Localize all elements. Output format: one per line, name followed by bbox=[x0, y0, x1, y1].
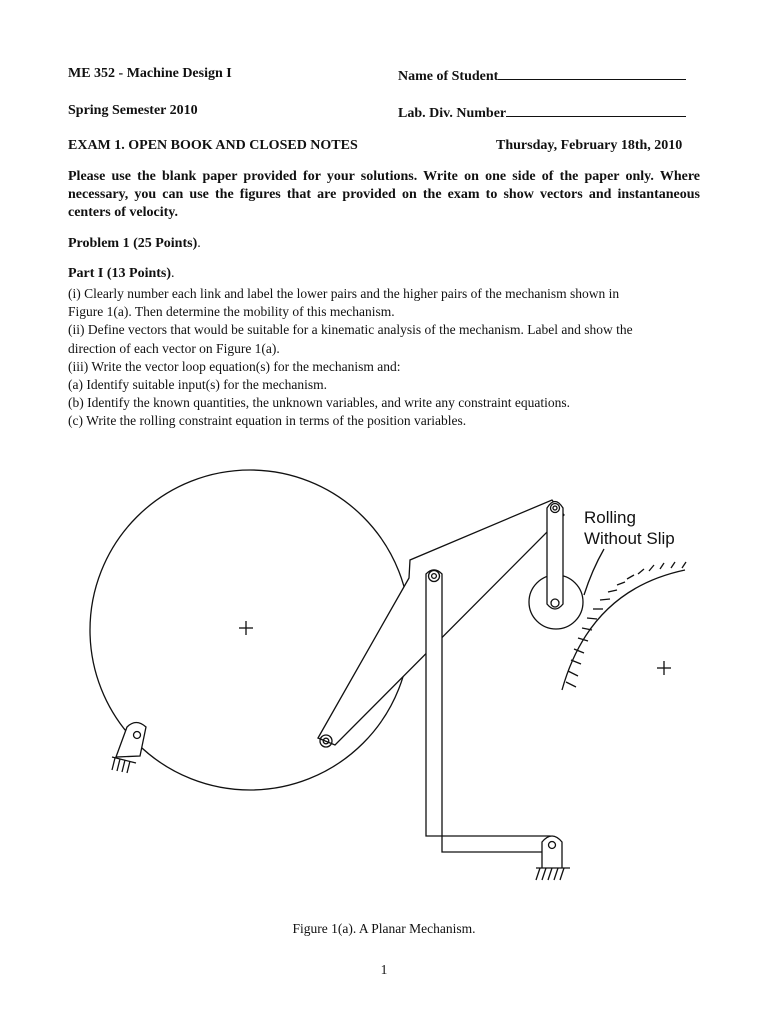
problem-title: Problem 1 (25 Points) bbox=[68, 236, 198, 251]
label-pointer bbox=[584, 549, 604, 595]
rolling-label-line1: Rolling bbox=[584, 508, 636, 527]
exam-title: EXAM 1. OPEN BOOK AND CLOSED NOTES bbox=[68, 138, 358, 153]
question-line: Figure 1(a). Then determine the mobility of this mechanism. bbox=[68, 304, 395, 320]
rolling-label-line2: Without Slip bbox=[584, 529, 675, 548]
curved-ground-surface bbox=[562, 562, 686, 690]
part-title: Part I (13 Points) bbox=[68, 266, 172, 281]
question-line: (ii) Define vectors that would be suitable for a kinematic analysis of the mechanism. Label and show the bbox=[68, 322, 633, 338]
part-heading: Part I (13 Points). bbox=[68, 266, 175, 281]
question-line: (iii) Write the vector loop equation(s) for the mechanism and: bbox=[68, 358, 401, 374]
figure-caption: Figure 1(a). A Planar Mechanism. bbox=[292, 921, 476, 936]
student-name-label: Name of Student bbox=[398, 69, 499, 84]
semester: Spring Semester 2010 bbox=[68, 103, 198, 118]
course-title: ME 352 - Machine Design I bbox=[68, 66, 232, 81]
instructions: Please use the blank paper provided for your solutions. Write on one side of the paper only. Where necessary, you can use the figures that are provided on the exam to show vectors and instantaneous centers of velocity. bbox=[68, 169, 700, 220]
question-line: direction of each vector on Figure 1(a). bbox=[68, 340, 280, 356]
roller-arm bbox=[547, 502, 563, 610]
question-line: (c) Write the rolling constraint equation in terms of the position variables. bbox=[68, 413, 467, 429]
ground-pivot-disk bbox=[112, 723, 146, 774]
question-line: (a) Identify suitable input(s) for the mechanism. bbox=[68, 377, 328, 393]
page-number: 1 bbox=[380, 962, 388, 977]
problem-heading: Problem 1 (25 Points). bbox=[68, 236, 201, 251]
question-line: (b) Identify the known quantities, the unknown variables, and write any constraint equations. bbox=[68, 395, 570, 411]
exam-date: Thursday, February 18th, 2010 bbox=[496, 138, 683, 153]
question-line: (i) Clearly number each link and label the lower pairs and the higher pairs of the mechanism shown in bbox=[68, 286, 620, 301]
lab-division-label: Lab. Div. Number bbox=[398, 106, 507, 121]
